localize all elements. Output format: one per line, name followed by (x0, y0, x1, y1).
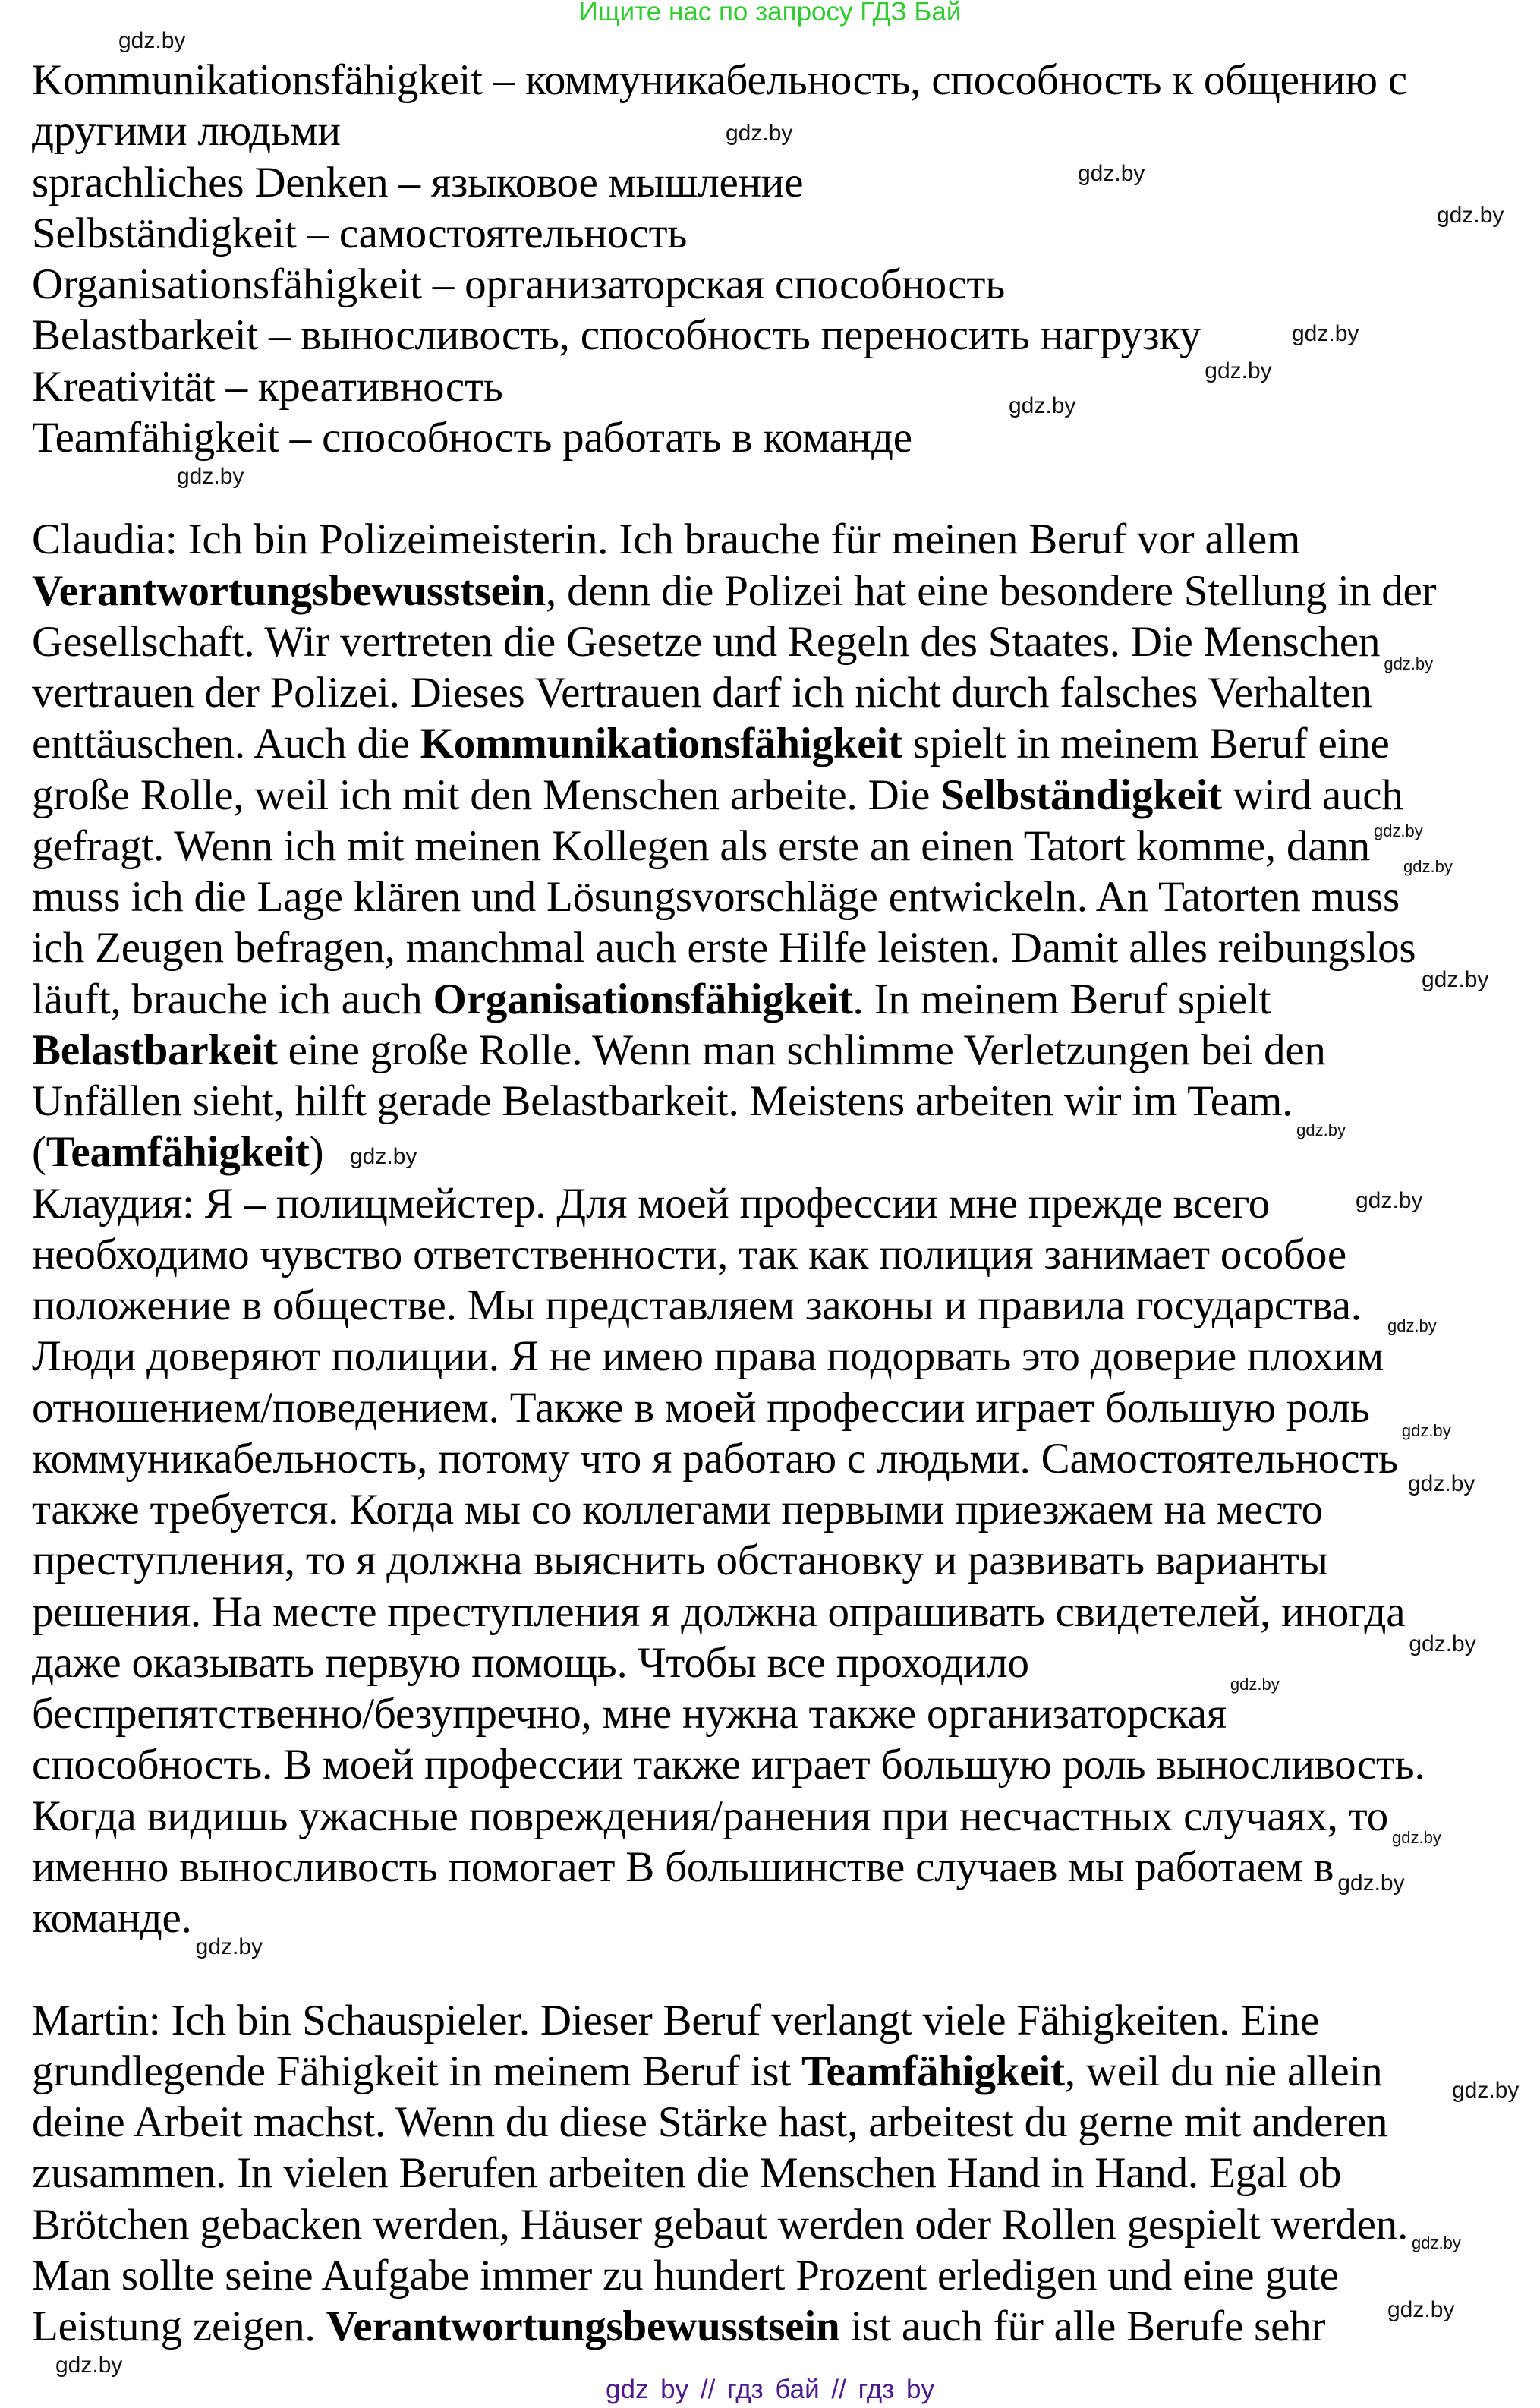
text-segment: Belastbarkeit – выносливость, способность переносить нагрузку (32, 311, 1201, 360)
text-segment: Claudia: Ich bin Polizeimeisterin. Ich brauche für meinen Beruf vor allem (32, 515, 1301, 564)
text-segment: Brötchen gebacken werden, Häuser gebaut werden oder Rollen gespielt werden. (32, 2200, 1409, 2249)
text-line (32, 974, 1527, 1025)
bold-term: Kommunikationsfähigkeit (420, 720, 902, 768)
text-segment: решения. На месте преступления я должна опрашивать свидетелей, иногда (32, 1587, 1406, 1636)
text-line (32, 871, 1527, 922)
text-segment: отношением/поведением. Также в моей профессии играет большую роль (32, 1383, 1370, 1432)
text-line (32, 1229, 1527, 1280)
text-segment: другими людьми (32, 107, 341, 156)
bold-term: Teamfähigkeit (46, 1128, 310, 1177)
bold-term: Verantwortungsbewusstsein (326, 2302, 840, 2350)
text-segment: läuft, brauche ich auch (32, 975, 433, 1023)
blank-line (32, 463, 1527, 514)
watermark: gdz.by (55, 2353, 123, 2378)
watermark: gdz.by (350, 1144, 417, 1169)
text-line (32, 1791, 1527, 1842)
site-banner (0, 0, 1540, 27)
text-segment: Люди доверяют полиции. Я не имею права подорвать это доверие плохим (32, 1332, 1384, 1381)
document-body (32, 55, 1527, 2352)
text-segment: положение в обществе. Мы представляем законы и правила государства. (32, 1281, 1362, 1329)
text-segment: Martin: Ich bin Schauspieler. Dieser Beruf verlangt viele Fähigkeiten. Eine (32, 1996, 1320, 2044)
text-segment: sprachliches Denken – языковое мышление (32, 158, 804, 206)
text-line (32, 1484, 1527, 1535)
text-segment: gefragt. Wenn ich mit meinen Kollegen als erste an einen Tatort komme, dann (32, 821, 1370, 870)
text-segment: große Rolle, weil ich mit den Menschen arbeite. Die (32, 771, 941, 819)
watermark: gdz.by (1292, 321, 1359, 346)
text-segment: vertrauen der Polizei. Dieses Vertrauen darf ich nicht durch falsches Verhalten (32, 669, 1372, 717)
text-segment: enttäuschen. Auch die (32, 720, 420, 768)
text-segment: muss ich die Lage klären und Lösungsvorschläge entwickeln. An Tatorten muss (32, 873, 1400, 921)
site-footer-text: gdz by // гдз бай // гдз by (606, 2375, 934, 2404)
text-line (32, 1331, 1527, 1382)
watermark: gdz.by (1387, 1316, 1437, 1335)
text-line (32, 208, 1527, 259)
text-line (32, 1688, 1527, 1739)
text-line (32, 2301, 1527, 2352)
text-line (32, 1587, 1527, 1637)
bold-term: Organisationsfähigkeit (433, 975, 853, 1023)
site-footer (0, 2375, 1540, 2405)
text-segment: wird auch (1222, 771, 1403, 819)
watermark: gdz.by (1408, 1471, 1475, 1496)
text-segment: , denn die Polizei hat eine besondere Stellung in der (545, 566, 1437, 615)
watermark: gdz.by (726, 121, 793, 146)
text-segment: ) (309, 1128, 324, 1177)
text-line (32, 1535, 1527, 1586)
text-line (32, 1637, 1527, 1688)
watermark: gdz.by (118, 28, 186, 53)
watermark: gdz.by (1296, 1120, 1346, 1139)
text-segment: именно выносливость помогает В большинстве случаев мы работаем в (32, 1842, 1334, 1891)
watermark: gdz.by (1384, 654, 1434, 673)
text-segment: беспрепятственно/безупречно, мне нужна также организаторская (32, 1690, 1227, 1738)
watermark: gdz.by (1356, 1188, 1423, 1213)
text-line (32, 514, 1527, 565)
text-line (32, 718, 1527, 769)
text-segment: коммуникабельность, потому что я работаю с людьми. Самостоятельность (32, 1434, 1398, 1483)
text-line (32, 1025, 1527, 1076)
text-line (32, 55, 1527, 106)
text-segment: ( (32, 1128, 46, 1177)
text-line (32, 412, 1527, 463)
text-line (32, 566, 1527, 616)
text-segment: Selbständigkeit – самостоятельность (32, 209, 688, 257)
text-segment: spielt in meinem Beruf eine (902, 720, 1390, 768)
text-segment: преступления, то я должна выяснить обстановку и развивать варианты (32, 1537, 1328, 1585)
text-line (32, 361, 1527, 412)
text-line (32, 1178, 1527, 1229)
text-segment: eine große Rolle. Wenn man schlimme Verletzungen bei den (277, 1026, 1326, 1074)
watermark: gdz.by (177, 464, 244, 489)
text-segment: Unfällen sieht, hilft gerade Belastbarkeit. Meistens arbeiten wir im Team. (32, 1077, 1293, 1125)
text-line (32, 667, 1527, 718)
text-segment: также требуется. Когда мы со коллегами первыми приезжаем на место (32, 1486, 1323, 1533)
text-segment: Man sollte seine Aufgabe immer zu hundert Prozent erledigen und eine gute (32, 2251, 1339, 2299)
watermark: gdz.by (1422, 967, 1489, 992)
text-segment: Gesellschaft. Wir vertreten die Gesetze und Regeln des Staates. Die Menschen (32, 617, 1381, 666)
text-segment: Клаудия: Я – полицмейстер. Для моей профессии мне прежде всего (32, 1179, 1271, 1228)
text-line (32, 1382, 1527, 1433)
text-segment: ich Zeugen befragen, manchmal auch erste Hilfe leisten. Damit alles reibungslos (32, 924, 1416, 972)
text-line (32, 1076, 1527, 1127)
watermark: gdz.by (1009, 393, 1076, 418)
watermark: gdz.by (1392, 1828, 1441, 1847)
watermark: gdz.by (195, 1934, 263, 1959)
bold-term: Teamfähigkeit (801, 2047, 1065, 2095)
watermark: gdz.by (1409, 1631, 1476, 1656)
text-segment: Teamfähigkeit – способность работать в команде (32, 413, 912, 462)
text-line (32, 2097, 1527, 2148)
bold-term: Selbständigkeit (940, 771, 1223, 819)
text-segment: Kommunikationsfähigkeit – коммуникабельность, способность к общению с (32, 56, 1407, 104)
text-line (32, 1280, 1527, 1331)
text-line (32, 2250, 1527, 2301)
text-line (32, 2199, 1527, 2250)
watermark: gdz.by (1230, 1675, 1280, 1694)
text-segment: способность. В моей профессии также играет большую роль выносливость. (32, 1741, 1425, 1789)
text-segment: ist auch für alle Berufe sehr (839, 2302, 1326, 2350)
text-line (32, 157, 1527, 208)
text-line (32, 770, 1527, 821)
text-segment: deine Arbeit machst. Wenn du diese Stärke hast, arbeitest du gerne mit anderen (32, 2098, 1388, 2146)
text-segment: команде. (32, 1894, 192, 1942)
text-line (32, 1842, 1527, 1893)
text-segment: даже оказывать первую помощь. Чтобы все проходило (32, 1638, 1029, 1687)
watermark: gdz.by (1437, 203, 1504, 228)
watermark: gdz.by (1387, 2297, 1455, 2322)
text-segment: . In meinem Beruf spielt (852, 975, 1271, 1023)
bold-term: Belastbarkeit (32, 1026, 278, 1074)
text-segment: grundlegende Fähigkeit in meinem Beruf ist (32, 2047, 802, 2095)
text-segment: Leistung zeigen. (32, 2302, 326, 2350)
site-banner-text: Ищите нас по запросу ГДЗ Бай (578, 0, 962, 27)
text-line (32, 1433, 1527, 1484)
watermark: gdz.by (1337, 1871, 1405, 1896)
text-segment: Когда видишь ужасные повреждения/ранения при несчастных случаях, то (32, 1792, 1388, 1840)
text-line (32, 259, 1527, 310)
text-segment: Organisationsfähigkeit – организаторская способность (32, 260, 1006, 308)
watermark: gdz.by (1205, 358, 1272, 383)
text-line (32, 616, 1527, 667)
text-line (32, 922, 1527, 973)
text-line (32, 821, 1527, 871)
watermark: gdz.by (1401, 1421, 1451, 1440)
text-segment: , weil du nie allein (1064, 2047, 1383, 2095)
watermark: gdz.by (1412, 2233, 1461, 2252)
watermark: gdz.by (1403, 857, 1453, 876)
text-segment: Kreativität – креативность (32, 362, 503, 411)
watermark: gdz.by (1373, 821, 1423, 840)
text-line (32, 1739, 1527, 1790)
text-segment: необходимо чувство ответственности, так как полиция занимает особое (32, 1230, 1346, 1278)
text-line (32, 2148, 1527, 2198)
watermark: gdz.by (1452, 2078, 1520, 2103)
watermark: gdz.by (1078, 161, 1145, 186)
bold-term: Verantwortungsbewusstsein (32, 566, 546, 615)
text-line (32, 1995, 1527, 2046)
text-line (32, 2046, 1527, 2097)
text-segment: zusammen. In vielen Berufen arbeiten die Menschen Hand in Hand. Egal ob (32, 2149, 1342, 2198)
